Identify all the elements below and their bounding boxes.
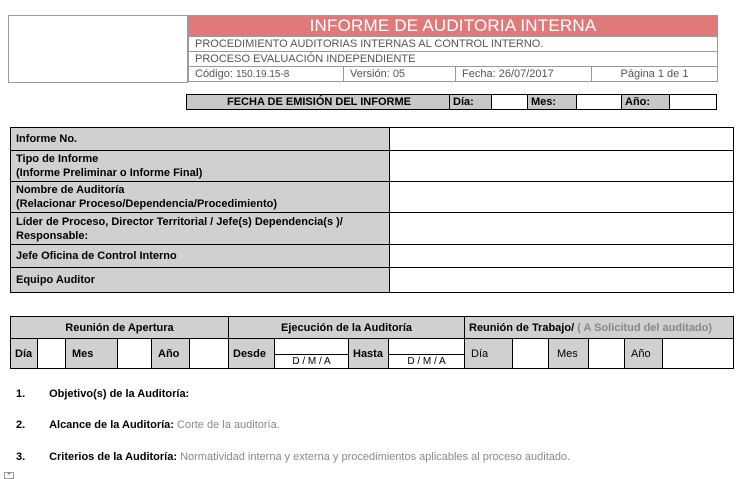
informe-no-label: Informe No. bbox=[11, 128, 390, 151]
codigo-label: Código: bbox=[195, 68, 233, 80]
trabajo-mes-label: Mes bbox=[549, 339, 589, 369]
table-anchor-icon[interactable]: + bbox=[4, 472, 14, 479]
hasta-format-hint: D / M / A bbox=[389, 355, 465, 369]
trabajo-anio-field[interactable] bbox=[663, 339, 734, 369]
criterios-value: Normatividad interna y externa y procedimientos aplicables al proceso auditado. bbox=[180, 451, 571, 463]
trabajo-dia-field[interactable] bbox=[513, 339, 549, 369]
proceso-line: PROCESO EVALUACIÓN INDEPENDIENTE bbox=[189, 52, 718, 67]
reunion-apertura-header: Reunión de Apertura bbox=[11, 317, 229, 339]
objetivo-number: 1. bbox=[16, 388, 26, 400]
procedimiento-line: PROCEDIMIENTO AUDITORIAS INTERNAS AL CONTROL INTERNO. bbox=[189, 37, 718, 52]
fecha-cell bbox=[456, 67, 592, 82]
objetivo-label: Objetivo(s) de la Auditoría: bbox=[49, 388, 190, 400]
fecha-anio-field[interactable] bbox=[670, 95, 717, 110]
ejecucion-hasta-label: Hasta bbox=[349, 339, 389, 369]
trabajo-anio-label: Año bbox=[625, 339, 663, 369]
nombre-auditoria-field[interactable] bbox=[390, 182, 734, 213]
trabajo-mes-field[interactable] bbox=[589, 339, 625, 369]
jefe-oficina-label: Jefe Oficina de Control Interno bbox=[11, 245, 390, 268]
codigo-cell bbox=[189, 67, 344, 82]
lider-proceso-label bbox=[11, 213, 390, 245]
criterios-number: 3. bbox=[16, 451, 26, 463]
alcance-number: 2. bbox=[16, 419, 26, 431]
reunion-trabajo-header bbox=[465, 317, 734, 339]
nombre-auditoria-title: Nombre de Auditoría bbox=[16, 184, 125, 196]
criterios-label: Criterios de la Auditoría: bbox=[49, 451, 178, 463]
fecha-emision-table bbox=[186, 94, 717, 110]
tipo-informe-title: Tipo de Informe bbox=[16, 153, 99, 165]
fecha-dia-label: Día: bbox=[450, 95, 492, 110]
nombre-auditoria-label bbox=[11, 182, 390, 213]
fecha-anio-label: Año: bbox=[622, 95, 670, 110]
lider-proceso-subtitle: Responsable: bbox=[16, 229, 89, 242]
apertura-anio-label: Año bbox=[152, 339, 190, 369]
apertura-mes-field[interactable] bbox=[118, 339, 152, 369]
informe-no-field[interactable] bbox=[390, 128, 734, 151]
version-label: Versión: bbox=[350, 68, 390, 80]
document-title: INFORME DE AUDITORIA INTERNA bbox=[189, 16, 718, 37]
lider-proceso-field[interactable] bbox=[390, 213, 734, 245]
jefe-oficina-field[interactable] bbox=[390, 245, 734, 268]
criterios-item bbox=[16, 451, 570, 463]
fecha-mes-field[interactable] bbox=[577, 95, 622, 110]
fecha-label: Fecha: bbox=[462, 68, 496, 80]
apertura-mes-label: Mes bbox=[66, 339, 118, 369]
nombre-auditoria-subtitle: (Relacionar Proceso/Dependencia/Procedimiento) bbox=[16, 198, 278, 210]
document-header bbox=[188, 15, 718, 82]
reunion-trabajo-label: Reunión de Trabajo/ bbox=[469, 321, 575, 334]
trabajo-dia-label: Día bbox=[465, 339, 513, 369]
tipo-informe-label bbox=[11, 151, 390, 182]
reuniones-table bbox=[10, 316, 734, 369]
ejecucion-auditoria-header: Ejecución de la Auditoría bbox=[229, 317, 465, 339]
equipo-auditor-label: Equipo Auditor bbox=[11, 268, 390, 293]
apertura-dia-label: Día bbox=[11, 339, 38, 369]
reunion-trabajo-note: ( A Solicitud del auditado) bbox=[577, 321, 713, 334]
pagina-cell: Página 1 de 1 bbox=[592, 67, 718, 82]
fecha-value: 26/07/2017 bbox=[498, 68, 554, 80]
fecha-mes-label: Mes: bbox=[528, 95, 577, 110]
version-cell bbox=[344, 67, 456, 82]
apertura-dia-field[interactable] bbox=[38, 339, 66, 369]
informe-info-table bbox=[10, 127, 734, 293]
ejecucion-desde-label: Desde bbox=[229, 339, 275, 369]
codigo-value: 150.19.15-8 bbox=[235, 69, 290, 80]
alcance-value: Corte de la auditoría. bbox=[177, 419, 280, 431]
lider-proceso-title: Líder de Proceso, Director Territorial / Jefe(s) Dependencia(s )/ bbox=[16, 215, 343, 228]
alcance-item bbox=[16, 419, 280, 431]
fecha-dia-field[interactable] bbox=[492, 95, 528, 110]
version-value: 05 bbox=[392, 68, 406, 80]
tipo-informe-subtitle: (Informe Preliminar o Informe Final) bbox=[16, 167, 203, 179]
alcance-label: Alcance de la Auditoría: bbox=[49, 419, 174, 431]
tipo-informe-field[interactable] bbox=[390, 151, 734, 182]
apertura-anio-field[interactable] bbox=[190, 339, 229, 369]
desde-format-hint: D / M / A bbox=[275, 355, 349, 369]
fecha-emision-label: FECHA DE EMISIÓN DEL INFORME bbox=[187, 95, 450, 110]
equipo-auditor-field[interactable] bbox=[390, 268, 734, 293]
ejecucion-hasta-field[interactable] bbox=[389, 339, 465, 355]
objetivo-item bbox=[16, 388, 189, 400]
logo-area bbox=[8, 15, 188, 83]
ejecucion-desde-field[interactable] bbox=[275, 339, 349, 355]
